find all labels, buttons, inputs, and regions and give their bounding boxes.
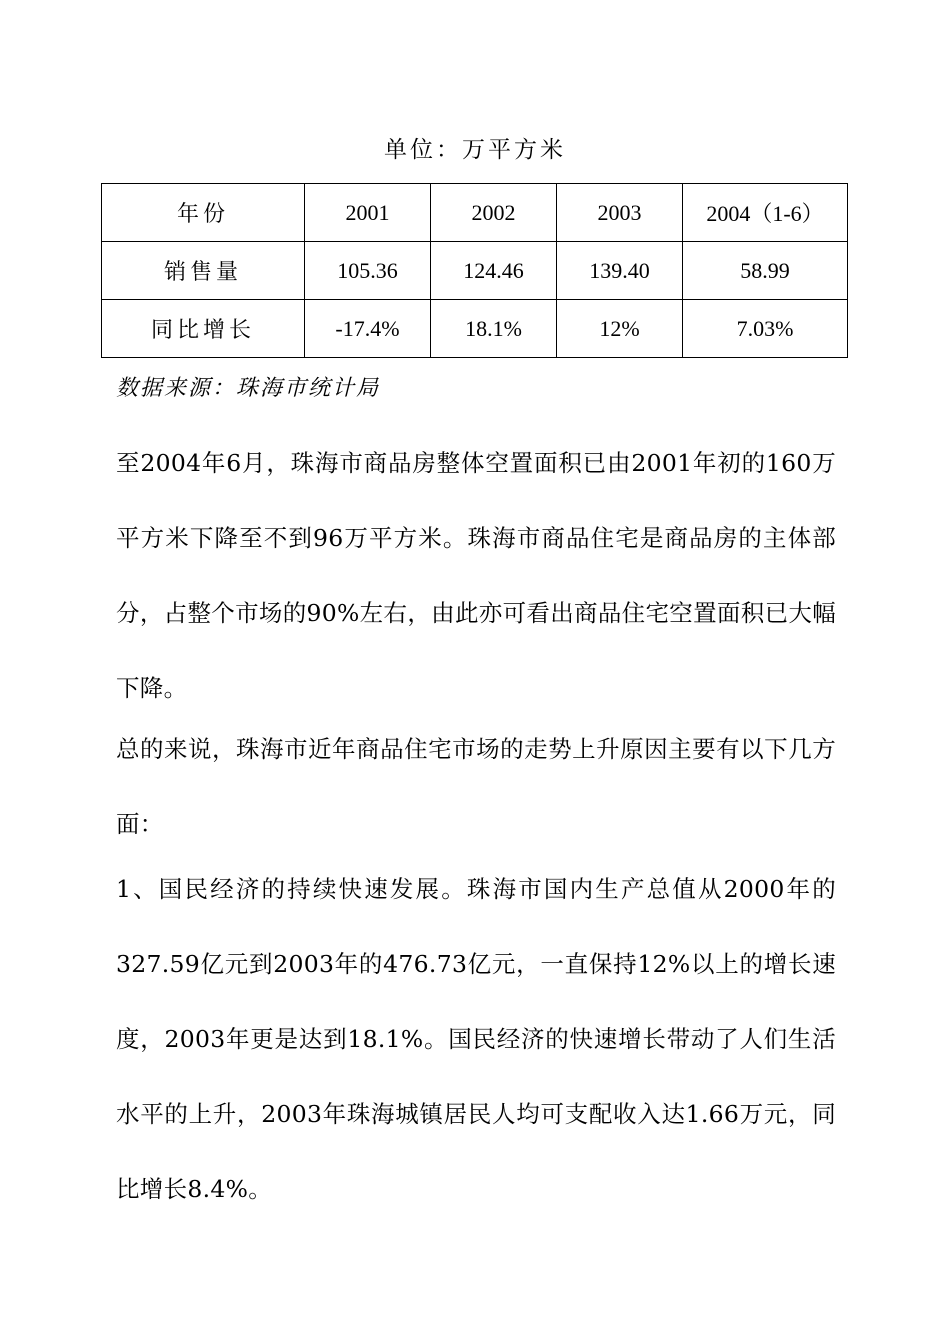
header-cell-2001: 2001 bbox=[305, 184, 431, 242]
paragraph-summary: 总的来说，珠海市近年商品住宅市场的走势上升原因主要有以下几方面： bbox=[116, 735, 836, 838]
table-cell: 139.40 bbox=[557, 242, 683, 300]
table-cell: -17.4% bbox=[305, 300, 431, 358]
table-header-row bbox=[102, 184, 848, 242]
table-row bbox=[102, 300, 848, 358]
table-cell: 58.99 bbox=[683, 242, 848, 300]
table-cell: 18.1% bbox=[431, 300, 557, 358]
paragraph-economy: 1、国民经济的持续快速发展。珠海市国内生产总值从2000年的327.59亿元到2003年的476.73亿元，一直保持12%以上的增长速度，2003年更是达到18.1%。国民经济的快速增长带动了人们生活水平的上升，2003年珠海城镇居民人均可支配收入达1.66万元，同比增长8.4%。 bbox=[116, 875, 836, 1203]
row-label-sales: 销售量 bbox=[102, 242, 305, 300]
header-cell-2002: 2002 bbox=[431, 184, 557, 242]
table-cell: 7.03% bbox=[683, 300, 848, 358]
header-cell-2004: 2004（1-6） bbox=[683, 184, 848, 242]
unit-caption: 单位：万平方米 bbox=[384, 137, 566, 163]
data-source-note: 数据来源：珠海市统计局 bbox=[116, 376, 381, 401]
row-label-growth: 同比增长 bbox=[102, 300, 305, 358]
table-cell: 124.46 bbox=[431, 242, 557, 300]
table-cell: 105.36 bbox=[305, 242, 431, 300]
paragraph-vacancy: 至2004年6月，珠海市商品房整体空置面积已由2001年初的160万平方米下降至不到96万平方米。珠海市商品住宅是商品房的主体部分，占整个市场的90%左右，由此亦可看出商品住宅空置面积已大幅下降。 bbox=[116, 449, 836, 702]
table-row bbox=[102, 242, 848, 300]
sales-table bbox=[101, 183, 848, 358]
table-cell: 12% bbox=[557, 300, 683, 358]
header-cell-year: 年份 bbox=[102, 184, 305, 242]
header-cell-2003: 2003 bbox=[557, 184, 683, 242]
